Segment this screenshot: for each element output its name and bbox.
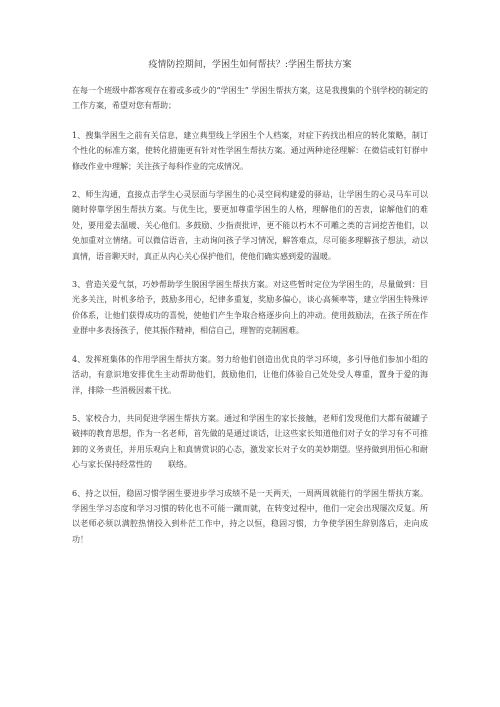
paragraph-4: 4、发挥班集体的作用学困生帮扶方案。努力给他们创造出优良的学习环境，多引导他们参加小组的活动，有意识地安排优生主动帮助他们，鼓励他们，让他们体验自己处处受人尊重，置身于爱的海洋，排除一些消极因素干扰。 (72, 354, 428, 395)
paragraph-2: 2、师生沟通，直接点击学生心灵层面与学困生的心灵空间构建爱的驿站，让学困生的心灵马车可以随时停靠学困生帮扶方案。与优生比，要更加尊重学困生的人格，理解他们的苦衷，谅解他们的难处，要用爱去温暖、关心他们。多鼓励、少指责批评，更不能以朽木不可雕之类的言词挖苦他们，以免加重对立情绪。可以微信语音，主动询问孩子学习情况，解答难点，尽可能多理解孩子想法，动以真情，语音聊天时，真正从内心关心保护他们，使他们确实感到爱的温暖。 (72, 190, 428, 261)
paragraph-3: 3、营造关爱气氛，巧妙帮助学生脱困学困生帮扶方案。对这些暂时定位为学困生的，尽量做到：目光多关注，时机多给予，鼓励多用心，纪律多重复，奖励多偏心，谈心高频率等，建立学困生特殊评价体系，让他们获得成功的喜悦，使他们产生争取合格逐步向上的冲动。使用鼓励法，在孩子所在作业群中多表扬孩子，使其振作精神，相信自己，理智的克制困难。 (72, 280, 428, 336)
document-page (72, 58, 428, 560)
document-title: 疫情防控期间，学困生如何帮扶？:学困生帮扶方案 (148, 60, 352, 70)
paragraph-5: 5、家校合力，共同促进学困生帮扶方案。通过和学困生的家长接触，老师们发现他们大都有破罐子破摔的教育思想，作为一名老师，首先做的是通过谈话，让这些家长知道他们对子女的学习有不可推卸的义务责任，并用乐观向上和真情赏识的心态，激发家长对子女的美妙期望。坚持做到用恒心和耐心与家长保持经常性的 联络。 (72, 413, 428, 470)
paragraph-1: 1、搜集学困生之前有关信息，建立典型线上学困生个人档案，对症下药找出相应的转化策略，制订个性化的标准方案，使转化措施更有针对性学困生帮扶方案。通过两种途径理解：在微信或钉钉群中修改作业中理解；关注孩子每科作业的完成情况。 (72, 130, 428, 171)
intro-paragraph: 在每一个班级中都客观存在着或多或少的“学困生” 学困生帮扶方案，这是我搜集的个别学校的制定的工作方案，希望对您有帮助； (72, 86, 428, 111)
paragraph-6: 6、持之以恒，稳固习惯学困生要进步学习成绩不是一天两天，一周两周就能行的学困生帮扶方案。学困生学习态度和学习习惯的转化也不可能一蹴而就，在转变过程中，他们一定会出现屡次反复。所以老师必须以满腔热情投入到朴茫工作中，持之以恒，稳固习惯，力争使学困生辞别落后，走向成功！ (72, 488, 428, 544)
